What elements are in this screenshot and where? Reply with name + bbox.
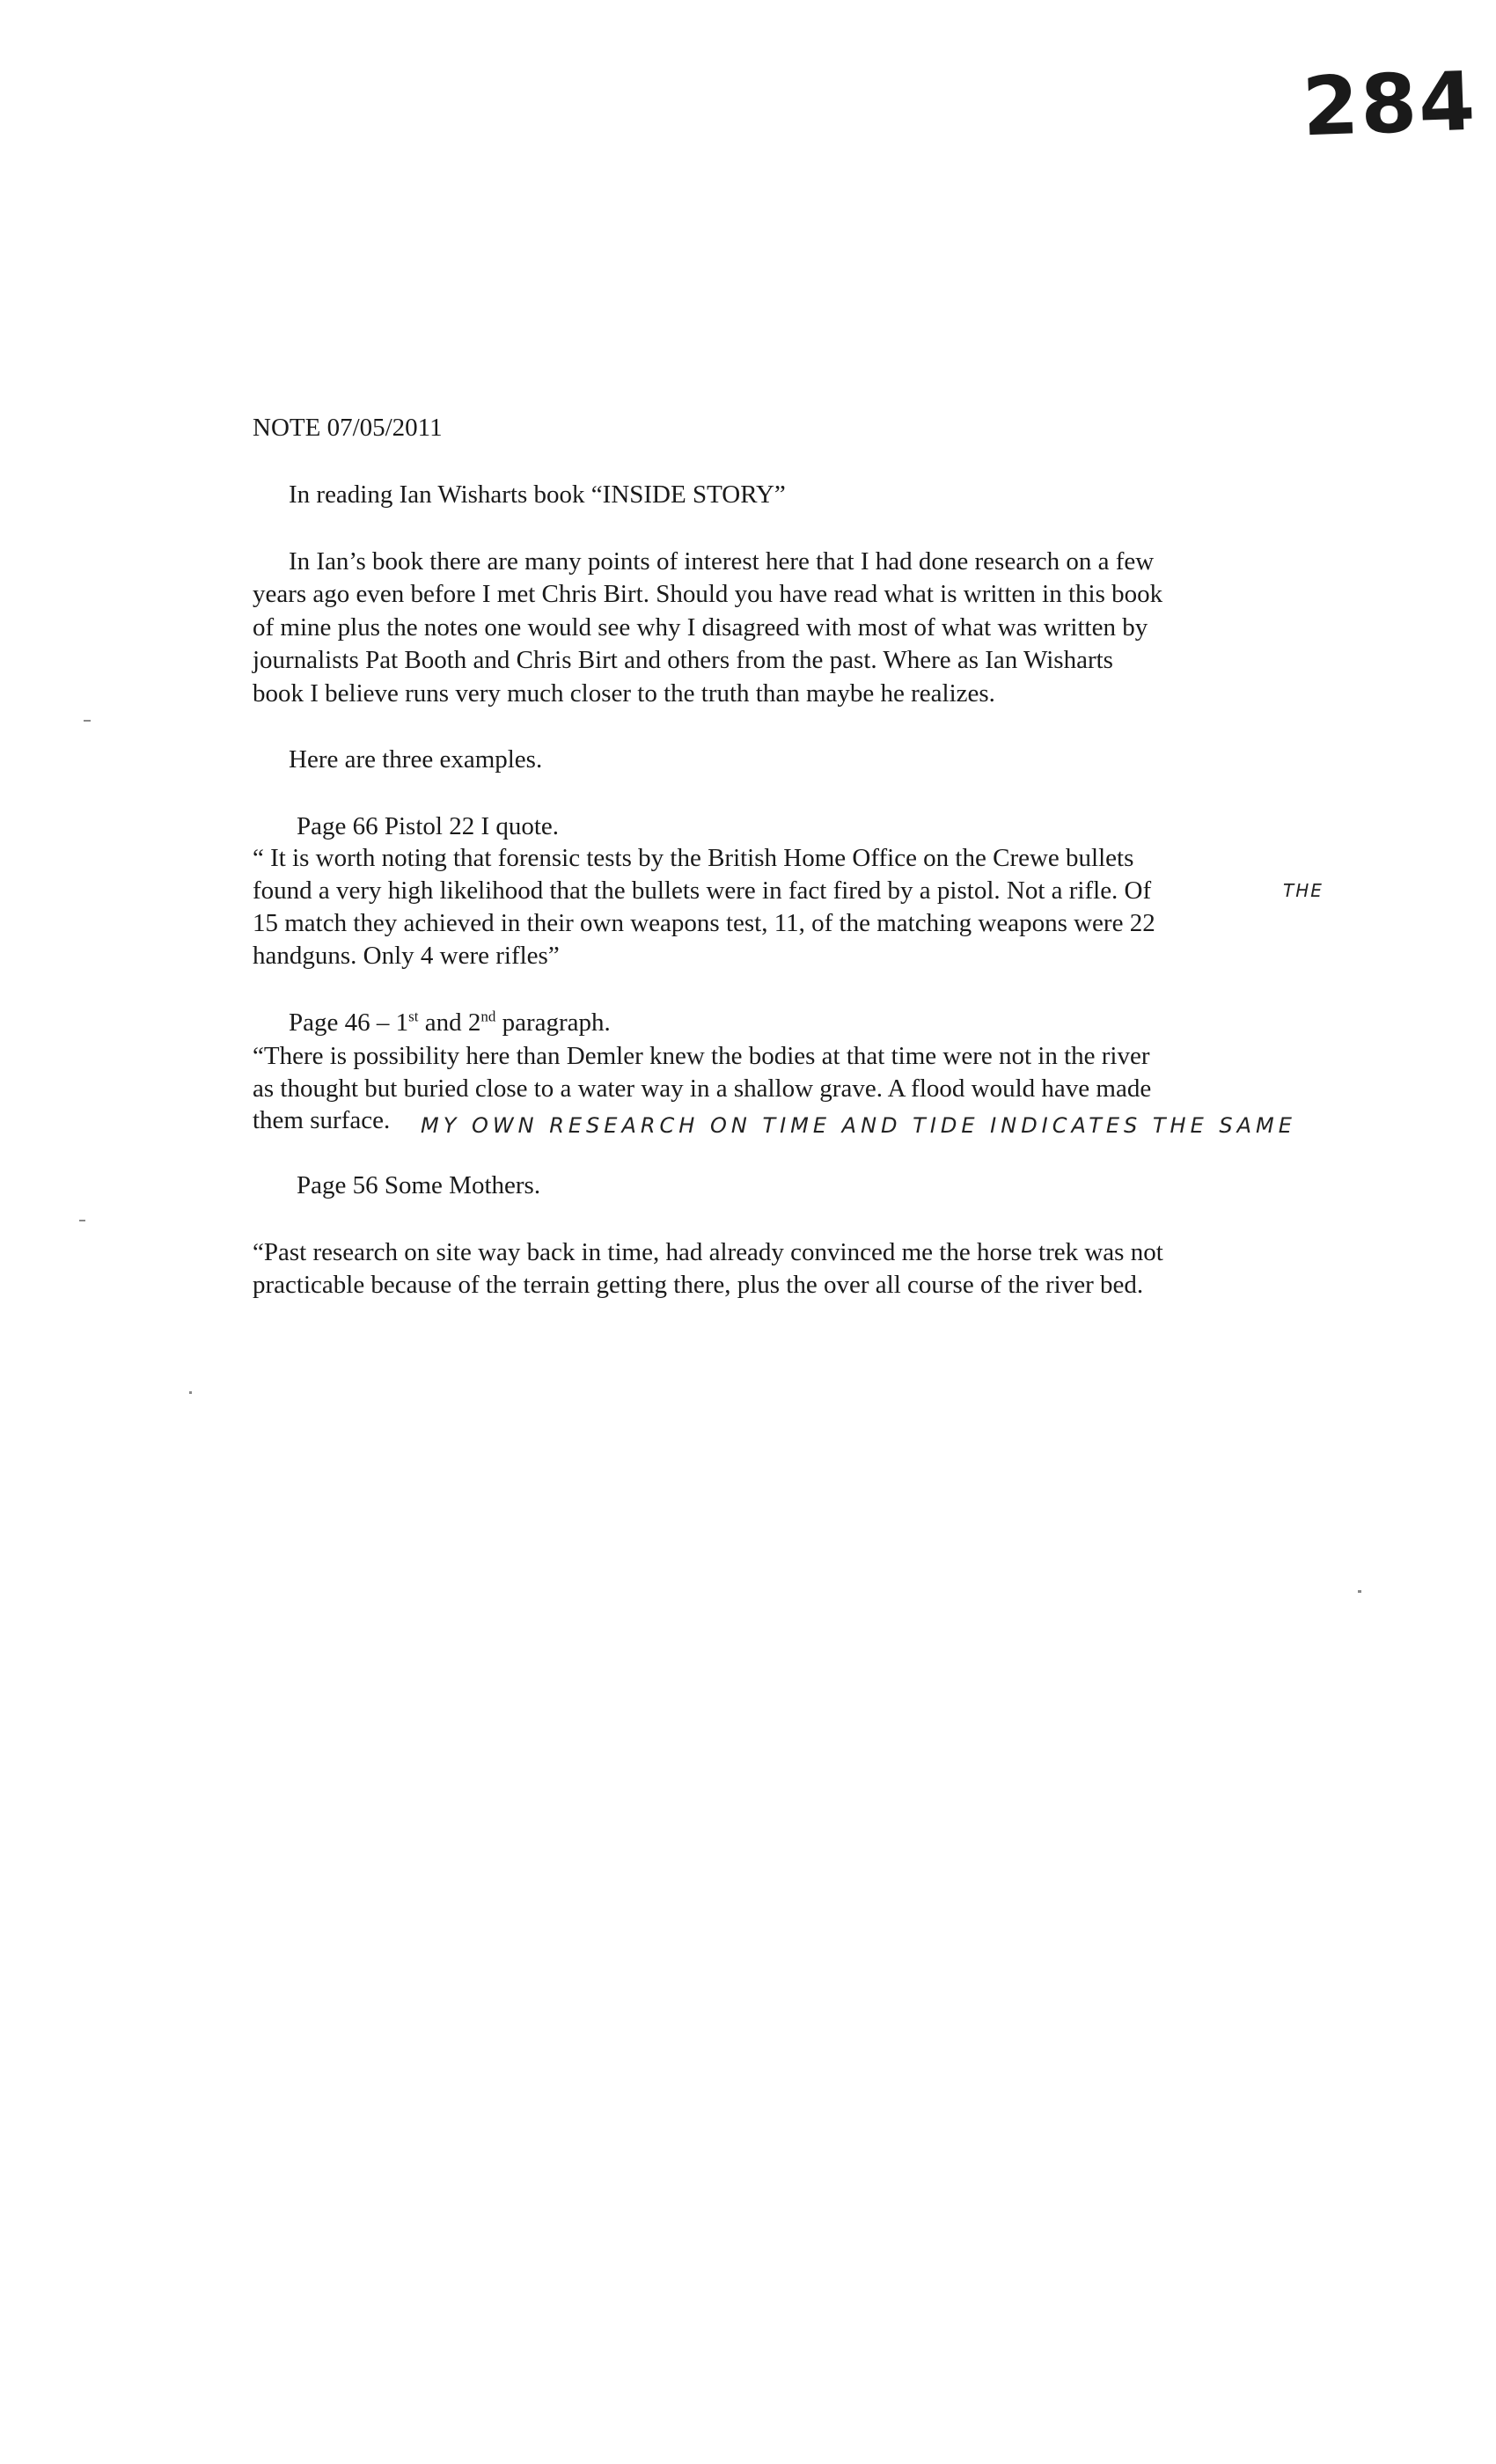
scan-mark: [1358, 1590, 1361, 1593]
example2-line: them surface.: [253, 1106, 391, 1134]
example2-heading: Page 46 – 1st and 2nd paragraph.: [289, 1008, 611, 1037]
note-heading: NOTE 07/05/2011: [253, 414, 443, 442]
example1-heading: Page 66 Pistol 22 I quote.: [297, 812, 560, 840]
scan-mark: [189, 1391, 192, 1394]
examples-intro: Here are three examples.: [289, 745, 543, 774]
example2-line: “There is possibility here than Demler knew the bodies at that time were not in the river: [253, 1042, 1150, 1070]
intro-line: In reading Ian Wisharts book “INSIDE STORY”: [289, 480, 786, 509]
example1-line: found a very high likelihood that the bullets were in fact fired by a pistol. Not a rifle. Of: [253, 876, 1152, 905]
example1-line: “ It is worth noting that forensic tests by the British Home Office on the Crewe bullets: [253, 844, 1134, 872]
scan-mark: [79, 1220, 85, 1221]
paragraph1-line: of mine plus the notes one would see why I disagreed with most of what was written by: [253, 613, 1148, 642]
handwritten-insert: THE: [1283, 880, 1324, 901]
example2-line: as thought but buried close to a water way in a shallow grave. A flood would have made: [253, 1074, 1152, 1103]
scan-mark: [84, 720, 91, 722]
handwritten-note: MY OWN RESEARCH ON TIME AND TIDE INDICATES THE SAME: [421, 1113, 1296, 1138]
paragraph1-line: journalists Pat Booth and Chris Birt and others from the past. Where as Ian Wisharts: [253, 646, 1113, 674]
page-number: 284: [1301, 54, 1478, 155]
paragraph1-line: years ago even before I met Chris Birt. Should you have read what is written in this book: [253, 580, 1163, 608]
example1-line: handguns. Only 4 were rifles”: [253, 942, 560, 970]
example1-line: 15 match they achieved in their own weapons test, 11, of the matching weapons were 22: [253, 909, 1155, 937]
paragraph1-line: book I believe runs very much closer to the truth than maybe he realizes.: [253, 679, 995, 708]
example3-heading: Page 56 Some Mothers.: [297, 1171, 541, 1199]
example3-line: practicable because of the terrain getting there, plus the over all course of the river bed.: [253, 1271, 1144, 1299]
paragraph1-line: In Ian’s book there are many points of interest here that I had done research on a few: [289, 547, 1155, 576]
example3-line: “Past research on site way back in time, had already convinced me the horse trek was not: [253, 1238, 1163, 1266]
